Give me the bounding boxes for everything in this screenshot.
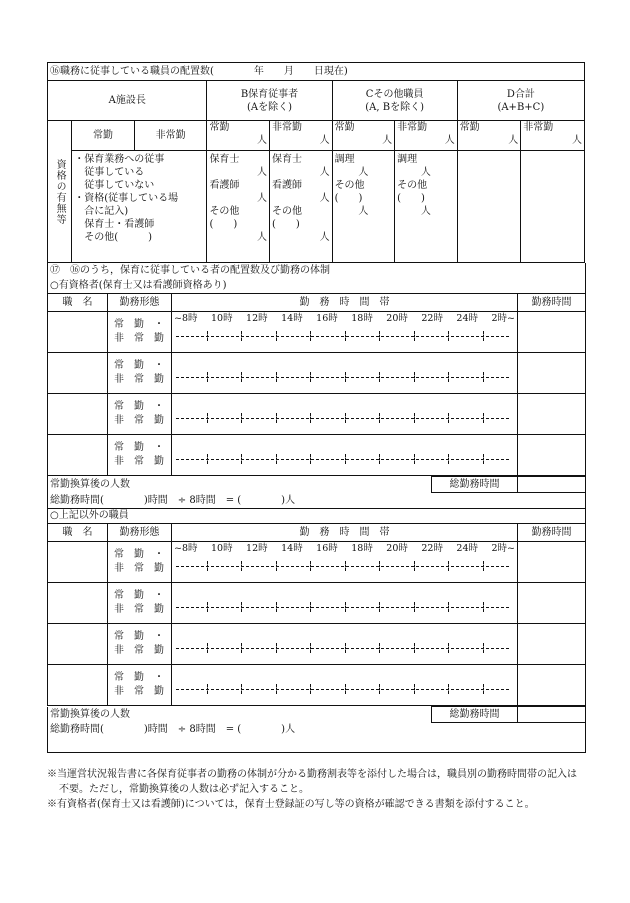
g1-hours-cell[interactable]	[518, 434, 586, 475]
notes	[47, 767, 585, 812]
timeline-tick	[379, 643, 380, 653]
timeline-line	[176, 607, 509, 608]
hours-header-2: 勤務時間	[518, 524, 586, 542]
timeline-line	[176, 689, 509, 690]
g1-job-cell[interactable]	[48, 352, 108, 393]
timeline-tick	[414, 643, 415, 653]
timeline-tick	[241, 454, 242, 464]
g2-total-hours-label: 総勤務時間	[432, 707, 518, 723]
g1-total-hours-label: 総勤務時間	[432, 476, 518, 492]
timeline-tick	[448, 454, 449, 464]
timeline-tick	[448, 331, 449, 341]
timeline-line	[176, 336, 509, 337]
staff-count-table	[47, 62, 585, 263]
job-header: 職 名	[48, 293, 108, 311]
b-jokin-cell[interactable]: 常勤 人	[207, 121, 270, 151]
timeline-tick	[345, 561, 346, 571]
time-label: 24時	[456, 543, 479, 554]
col-c-header: Cその他職員 (A, Bを除く)	[332, 81, 457, 121]
d-jokin-cell[interactable]: 常勤 人	[457, 121, 521, 151]
timeline-tick	[241, 643, 242, 653]
timeline-tick	[379, 413, 380, 423]
timeline-tick	[379, 331, 380, 341]
timeline-tick	[414, 684, 415, 694]
g2-total-line: 総勤務時間( )時間 ÷ 8時間 = ( )人	[48, 723, 586, 753]
timeline-tick	[379, 602, 380, 612]
timeline-tick	[448, 643, 449, 653]
timeline-tick	[276, 643, 277, 653]
group1-label: ○有資格者(保育士又は看護師資格あり)	[48, 278, 586, 293]
timeline-tick	[241, 561, 242, 571]
g1-job-cell[interactable]	[48, 434, 108, 475]
timeline-tick	[207, 561, 208, 571]
qualification-vertical-label: 資格の有無等	[48, 121, 72, 263]
hours-header: 勤務時間	[518, 293, 586, 311]
timeline-tick	[345, 372, 346, 382]
form-header: 勤務形態	[108, 293, 172, 311]
time-label: 2時~	[491, 312, 515, 324]
g2-job-cell[interactable]	[48, 583, 108, 624]
g1-job-cell[interactable]	[48, 312, 108, 353]
timeline-tick	[310, 643, 311, 653]
form-page	[47, 62, 585, 812]
timeline-tick	[310, 602, 311, 612]
col-b-header: B保育従事者 (Aを除く)	[207, 81, 332, 121]
timeline-tick	[310, 372, 311, 382]
timeline-tick	[207, 643, 208, 653]
timeline-tick	[483, 372, 484, 382]
g1-hours-cell[interactable]	[518, 312, 586, 353]
b-hijokin-qual[interactable]: 保育士 人 看護師 人 その他 ( ) 人	[270, 151, 333, 263]
col-a-header: A施設長	[48, 81, 207, 121]
g2-job-cell[interactable]	[48, 665, 108, 706]
g2-job-cell[interactable]	[48, 542, 108, 583]
timeline-tick	[414, 454, 415, 464]
timeline-tick	[379, 684, 380, 694]
timeline-tick	[448, 602, 449, 612]
group1-rows	[47, 312, 585, 476]
timeline-tick	[379, 454, 380, 464]
form-header-2: 勤務形態	[108, 524, 172, 542]
timeline-tick	[310, 684, 311, 694]
timeline-tick	[345, 643, 346, 653]
job-header-2: 職 名	[48, 524, 108, 542]
b-hijokin-cell[interactable]: 非常勤 人	[270, 121, 333, 151]
time-label: 18時	[351, 543, 373, 554]
c-hijokin-cell[interactable]: 非常勤 人	[395, 121, 458, 151]
timeline-tick	[207, 372, 208, 382]
timeline-tick	[310, 454, 311, 464]
timeline-tick	[241, 602, 242, 612]
time-label: 14時	[281, 312, 303, 324]
a-hijokin-header: 非常勤	[134, 121, 207, 151]
time-label: 12時	[246, 543, 268, 554]
g1-timeline-cell[interactable]	[172, 312, 518, 353]
timeline-tick	[448, 372, 449, 382]
g1-shift-cell[interactable]: 常 勤 ・ 非 常 勤	[108, 393, 172, 434]
c-hijokin-qual[interactable]: 調理 人 その他 ( ) 人	[395, 151, 458, 263]
timeline-line	[176, 377, 509, 378]
time-labels	[172, 312, 517, 325]
timeline-tick	[483, 331, 484, 341]
g1-timeline-cell[interactable]	[172, 434, 518, 475]
d-hijokin-qual[interactable]	[521, 151, 585, 263]
timeline-tick	[310, 561, 311, 571]
g2-timeline-cell[interactable]	[172, 542, 518, 583]
time-label: 16時	[316, 543, 338, 554]
g2-conv-label: 常勤換算後の人数	[48, 707, 432, 723]
note-2: ※有資格者(保育士又は看護師)については，保育士登録証の写し等の資格が確認できる書類を添付すること。	[47, 799, 535, 810]
timeline-tick	[345, 684, 346, 694]
note-1: ※当運営状況報告書に各保育従事者の勤務の体制が分かる勤務割表等を添付した場合は，職員別の勤務時間帯の記入は不要。ただし，常勤換算後の人数は必ず記入すること。	[47, 769, 577, 795]
section17-title: ⑰ ⑯のうち，保育に従事している者の配置数及び勤務の体制	[48, 263, 586, 278]
time-label: ~8時	[174, 543, 198, 554]
g2-hours-cell[interactable]	[518, 665, 586, 706]
timeline-line	[176, 566, 509, 567]
timeline-tick	[345, 454, 346, 464]
time-label: 16時	[316, 312, 338, 324]
g1-shift-cell[interactable]: 常 勤 ・ 非 常 勤	[108, 312, 172, 353]
timeline-tick	[414, 372, 415, 382]
timeline-tick	[207, 331, 208, 341]
timeline-tick	[414, 413, 415, 423]
g2-hours-cell[interactable]	[518, 583, 586, 624]
c-jokin-qual[interactable]: 調理 人 その他 ( ) 人	[332, 151, 395, 263]
timeline-tick	[448, 561, 449, 571]
g2-timeline-cell[interactable]	[172, 583, 518, 624]
timeline-tick	[241, 684, 242, 694]
timeline-line	[176, 418, 509, 419]
timeline-tick	[483, 413, 484, 423]
timeline-tick	[276, 331, 277, 341]
band-header-2: 勤 務 時 間 帯	[172, 524, 518, 542]
timeline-tick	[310, 413, 311, 423]
g1-hours-cell[interactable]	[518, 352, 586, 393]
timeline-tick	[207, 602, 208, 612]
timeline-tick	[207, 454, 208, 464]
g2-shift-cell[interactable]: 常 勤 ・ 非 常 勤	[108, 583, 172, 624]
timeline-tick	[414, 561, 415, 571]
time-label: 10時	[210, 543, 233, 554]
time-label: 18時	[351, 312, 373, 324]
timeline-tick	[448, 413, 449, 423]
g1-total-line: 総勤務時間( )時間 ÷ 8時間 = ( )人	[48, 492, 586, 508]
timeline-tick	[483, 602, 484, 612]
time-label: 20時	[386, 312, 408, 324]
c-jokin-cell[interactable]: 常勤 人	[332, 121, 395, 151]
g2-hours-cell[interactable]	[518, 542, 586, 583]
g2-hours-cell[interactable]	[518, 624, 586, 665]
g2-shift-cell[interactable]: 常 勤 ・ 非 常 勤	[108, 624, 172, 665]
timeline-tick	[483, 684, 484, 694]
d-hijokin-cell[interactable]: 非常勤 人	[521, 121, 585, 151]
timeline-tick	[276, 454, 277, 464]
timeline-tick	[276, 413, 277, 423]
timeline-tick	[345, 331, 346, 341]
timeline-line	[176, 648, 509, 649]
g1-timeline-cell[interactable]	[172, 393, 518, 434]
timeline-tick	[483, 454, 484, 464]
g1-job-cell[interactable]	[48, 393, 108, 434]
timeline-tick	[207, 413, 208, 423]
timeline-tick	[379, 372, 380, 382]
timeline-tick	[207, 684, 208, 694]
b-jokin-qual[interactable]: 保育士 人 看護師 人 その他 ( ) 人	[207, 151, 270, 263]
timeline-tick	[345, 413, 346, 423]
timeline-tick	[241, 372, 242, 382]
time-label: 22時	[421, 543, 443, 554]
g1-hours-cell[interactable]	[518, 393, 586, 434]
g1-timeline-cell[interactable]	[172, 352, 518, 393]
timeline-tick	[276, 372, 277, 382]
timeline-tick	[276, 602, 277, 612]
g1-conv-label: 常勤換算後の人数	[48, 476, 432, 492]
timeline-tick	[276, 684, 277, 694]
timeline-tick	[310, 331, 311, 341]
g2-timeline-cell[interactable]	[172, 624, 518, 665]
a-jokin-header: 常勤	[72, 121, 135, 151]
timeline-tick	[345, 602, 346, 612]
g2-shift-cell[interactable]: 常 勤 ・ 非 常 勤	[108, 665, 172, 706]
time-label: 2時~	[491, 543, 515, 554]
g1-shift-cell[interactable]: 常 勤 ・ 非 常 勤	[108, 352, 172, 393]
g2-total-hours-input[interactable]	[518, 707, 586, 723]
col-d-header: D合計 (A+B+C)	[457, 81, 584, 121]
time-labels	[172, 542, 517, 555]
qualification-list: ・保育業務への従事 従事している 従事していない ・資格(従事している場 合に記入) 保育士・看護師 その他( )	[72, 151, 207, 263]
g1-shift-cell[interactable]: 常 勤 ・ 非 常 勤	[108, 434, 172, 475]
timeline-tick	[414, 331, 415, 341]
time-label: ~8時	[174, 312, 198, 324]
time-label: 12時	[246, 312, 268, 324]
g2-shift-cell[interactable]: 常 勤 ・ 非 常 勤	[108, 542, 172, 583]
g2-timeline-cell[interactable]	[172, 665, 518, 706]
timeline-line	[176, 459, 509, 460]
timeline-tick	[379, 561, 380, 571]
timeline-tick	[448, 684, 449, 694]
timeline-tick	[241, 413, 242, 423]
section16-title: ⑯職務に従事している職員の配置数( 年 月 日現在)	[48, 63, 585, 81]
group2-rows	[47, 542, 585, 706]
g1-total-hours-input[interactable]	[518, 476, 586, 492]
band-header: 勤 務 時 間 帯	[172, 293, 518, 311]
timeline-tick	[414, 602, 415, 612]
timeline-tick	[276, 561, 277, 571]
group2-label: ○上記以外の職員	[48, 508, 586, 523]
time-label: 22時	[421, 312, 443, 324]
d-jokin-qual[interactable]	[457, 151, 521, 263]
time-label: 24時	[456, 312, 479, 324]
work-schedule-table	[47, 263, 586, 312]
timeline-tick	[483, 643, 484, 653]
time-label: 14時	[281, 543, 303, 554]
time-label: 20時	[386, 543, 408, 554]
timeline-tick	[241, 331, 242, 341]
timeline-tick	[483, 561, 484, 571]
g2-job-cell[interactable]	[48, 624, 108, 665]
time-label: 10時	[210, 312, 233, 324]
